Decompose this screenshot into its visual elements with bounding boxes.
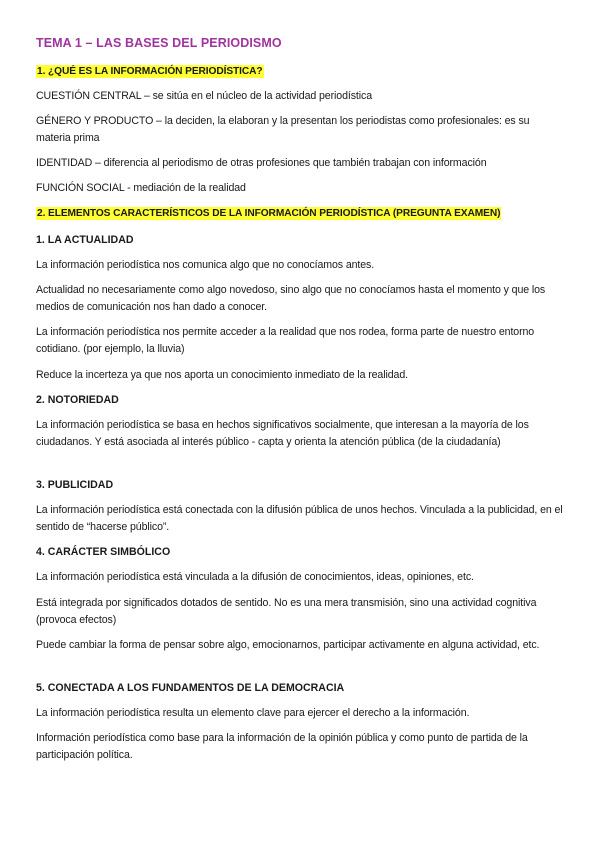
paragraph: Reduce la incerteza ya que nos aporta un conocimiento inmediato de la realidad. — [36, 369, 408, 381]
paragraph: La información periodística está vinculada a la difusión de conocimientos, ideas, opiniones, etc. — [36, 571, 474, 583]
paragraph: FUNCIÓN SOCIAL - mediación de la realidad — [36, 182, 246, 194]
paragraph: GÉNERO Y PRODUCTO – la deciden, la elaboran y la presentan los periodistas como profesionales: es su materia prima — [36, 115, 530, 144]
paragraph: Está integrada por significados dotados de sentido. No es una mera transmisión, sino una actividad cognitiva (provoca efectos) — [36, 597, 537, 626]
subsection-heading-publicidad: 3. PUBLICIDAD — [36, 479, 114, 491]
paragraph: La información periodística resulta un elemento clave para ejercer el derecho a la información. — [36, 707, 470, 719]
paragraph: La información periodística nos comunica algo que no conocíamos antes. — [36, 259, 375, 271]
subsection-heading-notoriedad: 2. NOTORIEDAD — [36, 394, 119, 406]
paragraph: Puede cambiar la forma de pensar sobre algo, emocionarnos, participar activamente en alguna actividad, etc. — [36, 639, 540, 651]
subsection-heading-democracia: 5. CONECTADA A LOS FUNDAMENTOS DE LA DEMOCRACIA — [36, 682, 345, 694]
paragraph: CUESTIÓN CENTRAL – se sitúa en el núcleo de la actividad periodística — [36, 90, 372, 102]
paragraph: IDENTIDAD – diferencia al periodismo de otras profesiones que también trabajan con información — [36, 157, 487, 169]
paragraph: La información periodística nos permite acceder a la realidad que nos rodea, forma parte de nuestro entorno cotidiano. (por ejemplo, la lluvia) — [36, 326, 535, 355]
paragraph: La información periodística está conectada con la difusión pública de unos hechos. Vinculada a la publicidad, en el sentido de “hacerse público”. — [36, 504, 563, 533]
section-2-heading: 2. ELEMENTOS CARACTERÍSTICOS DE LA INFORMACIÓN PERIODÍSTICA (PREGUNTA EXAMEN) — [37, 208, 501, 219]
section-1-heading: 1. ¿QUÉ ES LA INFORMACIÓN PERIODÍSTICA? — [37, 66, 263, 77]
paragraph: Actualidad no necesariamente como algo novedoso, sino algo que no conocíamos hasta el momento y que los medios de comunicación nos han dado a conocer. — [36, 284, 546, 313]
subsection-heading-actualidad: 1. LA ACTUALIDAD — [36, 234, 134, 246]
paragraph: Información periodística como base para la información de la opinión pública y como punto de partida de la participación política. — [36, 732, 528, 761]
subsection-heading-caracter-simbolico: 4. CARÁCTER SIMBÓLICO — [36, 546, 171, 558]
document-title: TEMA 1 – LAS BASES DEL PERIODISMO — [36, 36, 282, 50]
paragraph: La información periodística se basa en hechos significativos socialmente, que interesan a la mayoría de los ciudadanos. Y está asociada al interés público - capta y orienta la atención pública (de la ciudadanía) — [36, 419, 529, 448]
